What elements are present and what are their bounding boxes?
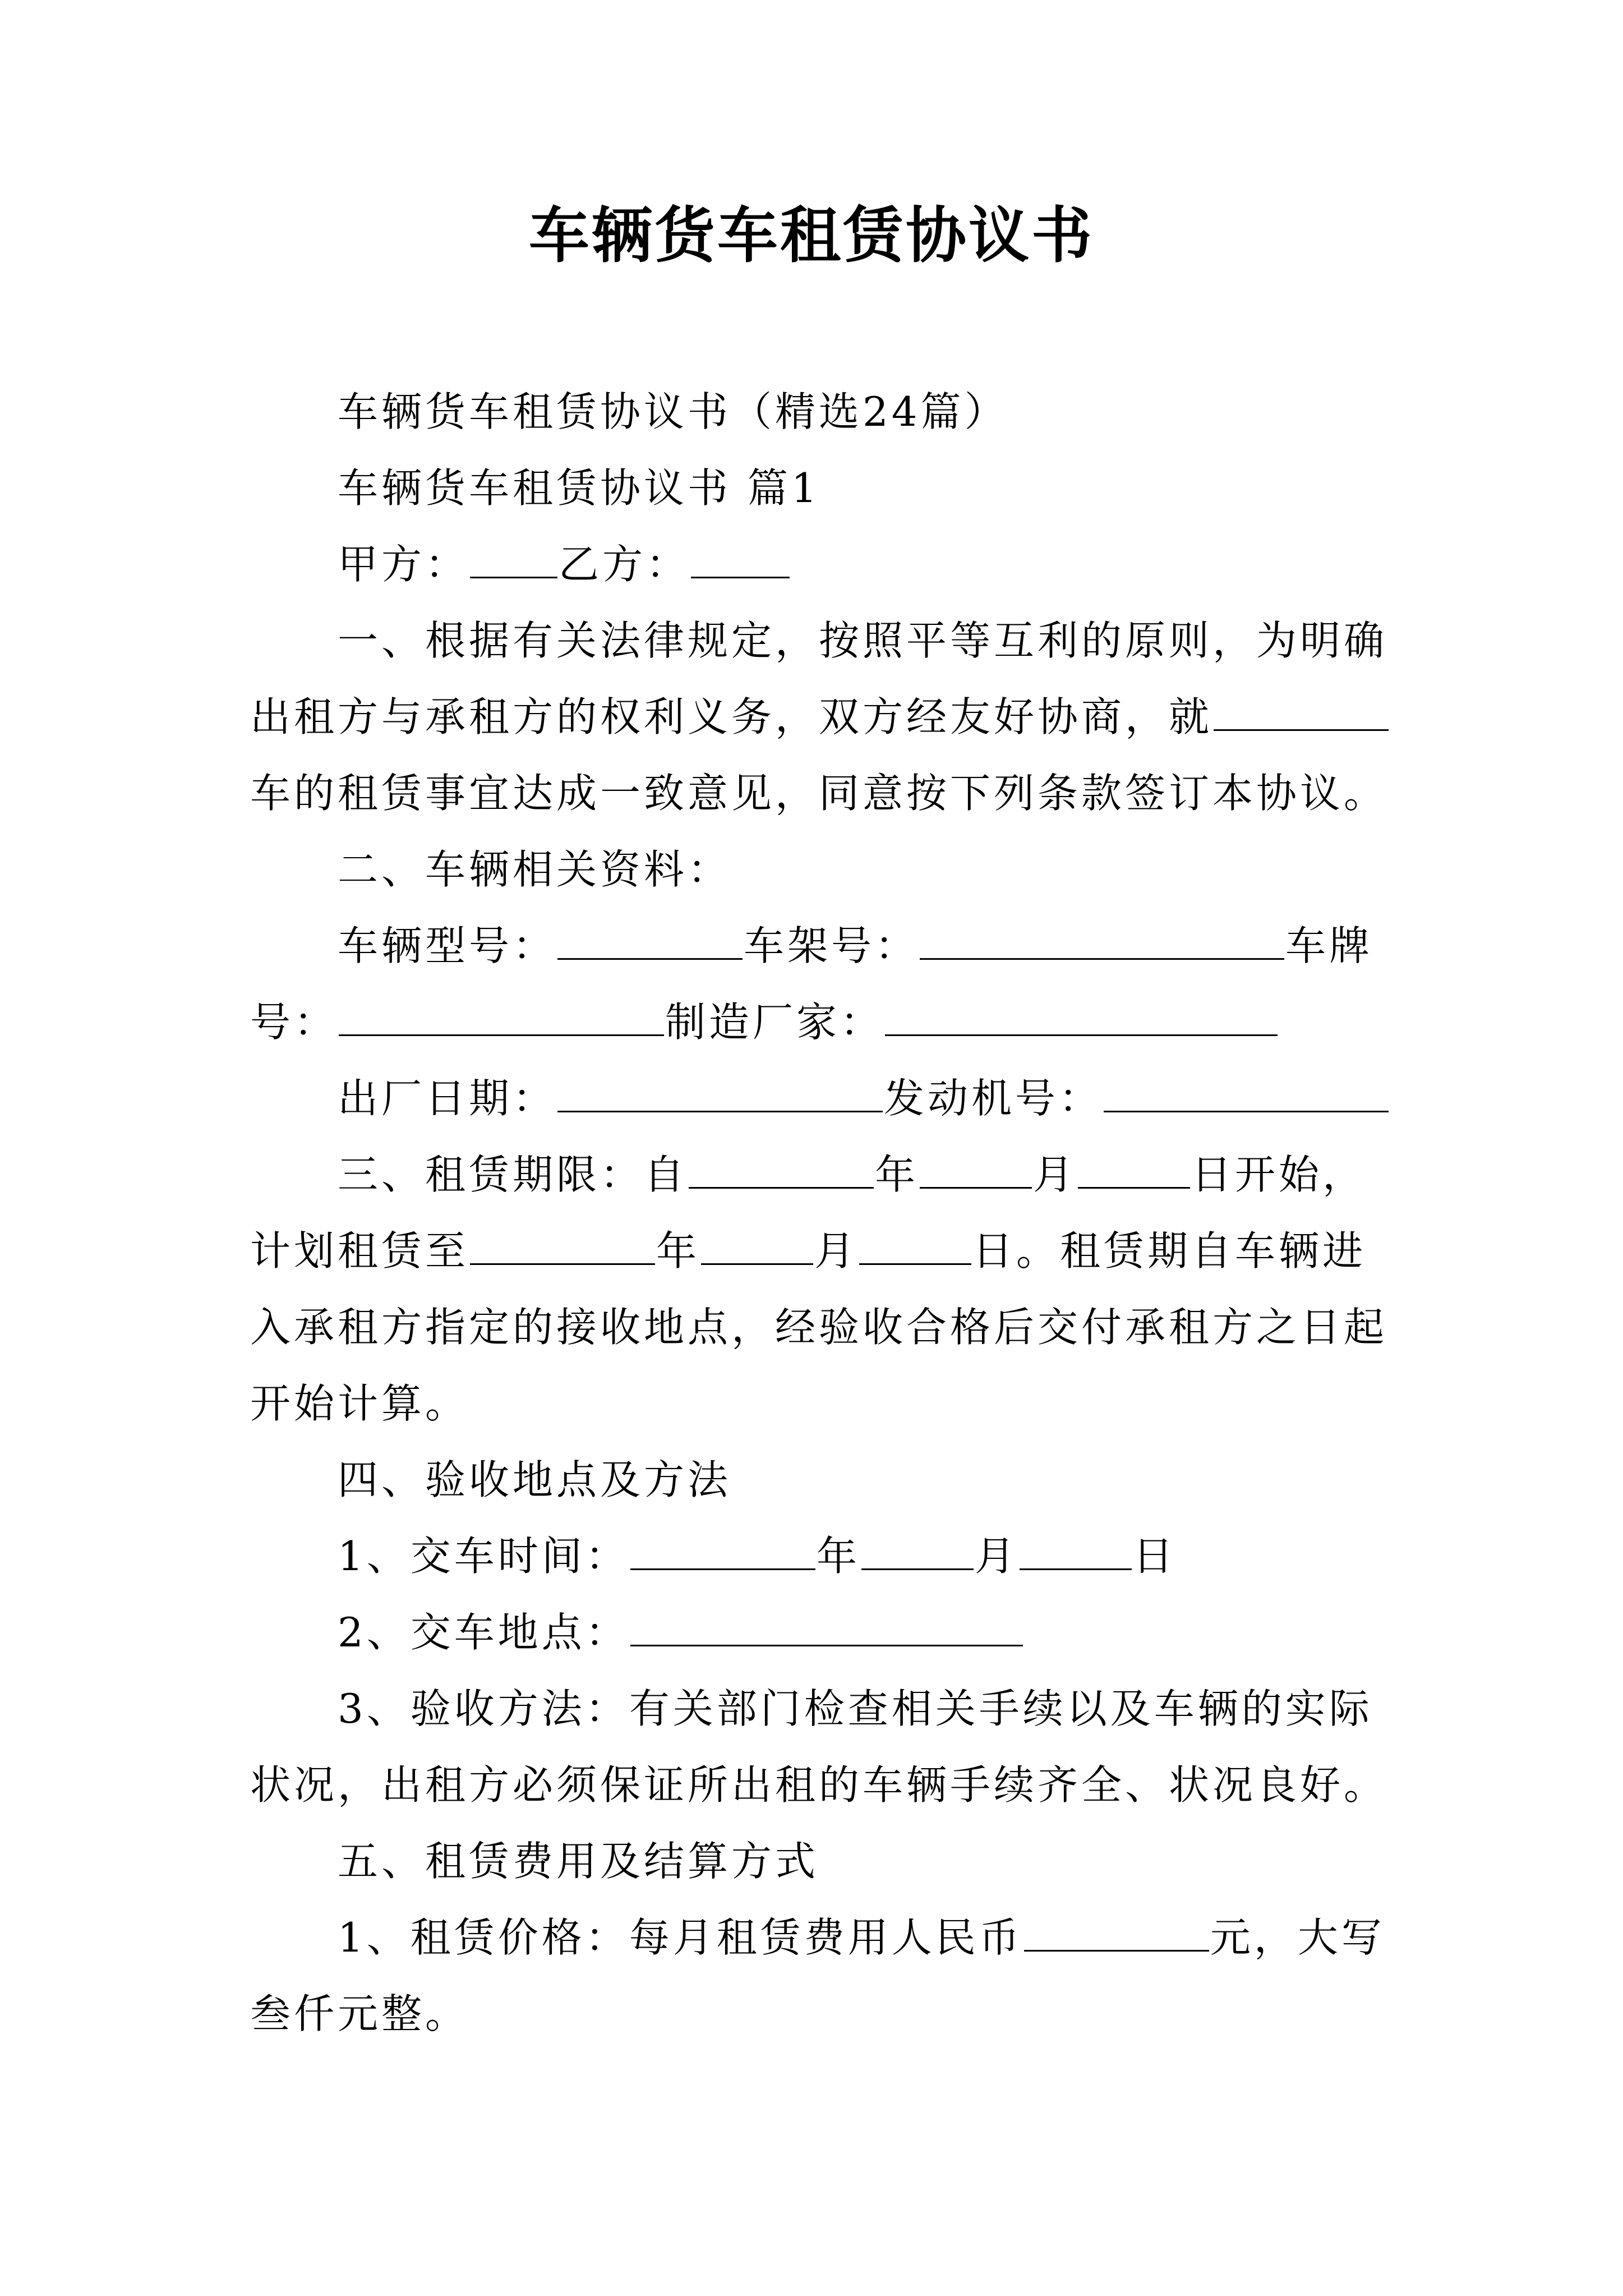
clause2-heading: 二、车辆相关资料： [338,846,732,893]
clause4-item2 [250,1594,1389,1671]
party-a-label: 甲方： [338,541,469,588]
clause2-line2 [250,984,1389,1060]
engine-label: 发动机号： [884,1075,1103,1122]
clause5-heading: 五、租赁费用及结算方式 [338,1838,819,1885]
delivery-year-label: 年 [816,1533,860,1580]
engine-blank [1104,1077,1389,1112]
clause3-line2 [250,1213,1389,1289]
plate-label-part1: 车牌 [1285,922,1373,969]
clause4-item3-line2: 状况，出租方必须保证所出租的车辆手续齐全、状况良好。 [250,1761,1388,1809]
delivery-month-label: 月 [974,1533,1018,1580]
party-b-label: 乙方： [559,541,690,588]
party-b-blank [691,543,790,578]
plan-label: 计划租赁至 [250,1227,469,1274]
delivery-year-blank [630,1535,815,1570]
end-day-label: 日。租赁期自车辆进 [972,1227,1367,1274]
chapter-heading: 车辆货车租赁协议书 篇1 [338,464,820,512]
party-a-blank [470,543,557,578]
delivery-place-label: 2、交车地点： [338,1609,629,1656]
document-body [250,374,1389,2052]
start-day-label: 日开始， [1191,1151,1367,1198]
clause3-line1 [250,1137,1389,1213]
start-month-label: 月 [1033,1151,1077,1198]
model-label: 车辆型号： [338,922,557,969]
document-title: 车辆货车租赁协议书 [528,200,1094,271]
frame-blank [920,924,1284,960]
clause1-line3: 车的租赁事宜达成一致意见，同意按下列条款签订本协议。 [250,770,1388,817]
clause3-line4: 开始计算。 [250,1380,469,1427]
price-unit: 元，大写 [1210,1914,1385,1961]
delivery-month-blank [861,1535,974,1570]
clause1-line1: 一、根据有关法律规定，按照平等互利的原则，为明确 [338,617,1388,664]
maker-blank [885,1001,1278,1036]
clause4-heading: 四、验收地点及方法 [338,1456,732,1503]
delivery-day-blank [1020,1535,1132,1570]
plate-label-part2: 号： [250,999,338,1046]
term-prefix: 三、租赁期限：自 [338,1151,688,1198]
maker-label: 制造厂家： [665,999,884,1046]
end-year-label: 年 [656,1227,700,1274]
plate-blank [339,1001,664,1036]
price-blank [1024,1916,1209,1952]
frame-label: 车架号： [744,922,919,969]
clause5-item1-line2: 叁仟元整。 [250,1990,469,2037]
delivery-place-blank [630,1611,1023,1646]
end-year-blank [470,1230,655,1265]
clause1-line2 [250,679,1389,755]
clause2-line3 [250,1060,1389,1137]
clause4-item3-line1: 3、验收方法：有关部门检查相关手续以及车辆的实际 [338,1685,1373,1732]
clause3-line3: 入承租方指定的接收地点，经验收合格后交付承租方之日起 [250,1304,1388,1351]
start-year-label: 年 [875,1151,919,1198]
clause4-item1 [250,1518,1389,1594]
start-year-blank [689,1153,874,1189]
clause2-line1 [250,908,1389,984]
date-label: 出厂日期： [338,1075,557,1122]
date-blank [557,1077,883,1112]
model-blank [557,924,743,960]
start-day-blank [1078,1153,1190,1189]
end-day-blank [859,1230,971,1265]
clause5-item1 [250,1899,1389,1976]
end-month-label: 月 [814,1227,859,1274]
parties-line [250,526,1389,602]
price-label: 1、租赁价格：每月租赁费用人民币 [338,1914,1023,1961]
vehicle-blank [1214,696,1389,731]
delivery-time-label: 1、交车时间： [338,1533,629,1580]
subtitle: 车辆货车租赁协议书（精选24篇） [338,388,1008,435]
start-month-blank [920,1153,1032,1189]
clause1-line2-text: 出租方与承租方的权利义务，双方经友好协商，就 [250,693,1213,740]
delivery-day-label: 日 [1132,1533,1177,1580]
end-month-blank [701,1230,813,1265]
